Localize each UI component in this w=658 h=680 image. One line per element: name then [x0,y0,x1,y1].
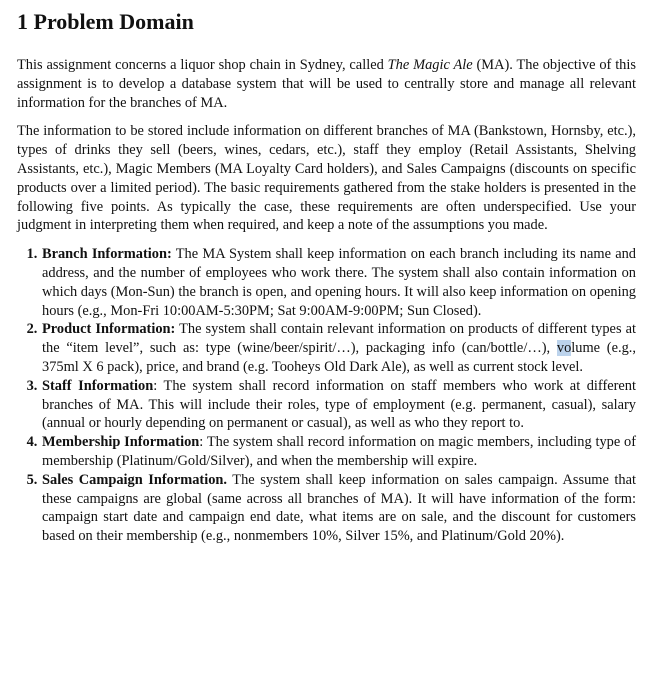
list-item-title: Product Information: [42,321,176,338]
text-selection-highlight[interactable]: vo [556,340,572,357]
list-item-title: Membership Information [42,434,200,451]
list-item-text: lume (e.g., 375ml X 6 pack), price, and brand (e.g. Tooheys Old Dark Ale), as well as current stock level. [42,340,636,375]
list-item-text: The system shall keep information on sales campaign. Assume that these campaigns are global (same across all branches of MA). It will have information of the form: campaign start date and campaign end date, what items are on sale, and the discount for customers based on their membership (e.g., nonmembers 10%, Silver 15%, and Platinum/Gold 20%). [42,471,636,545]
section-heading: 1 Problem Domain [17,9,194,34]
intro-text-end: (MA). The objective of this assignment is to develop a database system that will be used to centrally store and manage all relevant information for the branches of MA. [17,57,636,111]
list-item-text: : The system shall record information on magic members, including type of membership (Platinum/Gold/Silver), and when the membership will expire. [42,434,636,469]
intro-text-start: This assignment concerns a liquor shop chain in Sydney, called [17,57,388,73]
list-item-title: Staff Information [42,377,154,394]
list-item-sales-campaign [41,471,636,546]
requirements-list [17,245,636,546]
list-item-branch [41,245,636,320]
list-item-title: Sales Campaign Information. [42,471,228,488]
list-item-text: The system shall contain relevant information on products of different types at the “item level”, such as: type (wine/beer/spirit/…), packaging info (can/bottle/…), [42,321,636,357]
intro-paragraph [17,56,636,112]
requirements-paragraph: The information to be stored include information on different branches of MA (Bankstown, Hornsby, etc.), types of drinks they sell (beers, wines, cedars, etc.), staff they employ (Retail Assistants, Shelving Assistants, etc.), Magic Members (MA Loyalty Card holders), and Sales Campaigns (discounts on specific products over a limited period). The basic requirements gathered from the stake holders is presented in the following five points. As typically the case, these requirements are often underspecified. Use your judgment in interpreting them when required, and keep a note of the assumptions you made. [17,123,636,234]
shop-name: The Magic Ale [387,57,473,73]
list-item-membership [41,433,636,471]
list-item-product [41,320,636,376]
list-item-title: Branch Information: [42,246,172,263]
list-item-text: The MA System shall keep information on each branch including its name and address, and the number of employees who work there. The system shall also contain information on which days (Mon-Sun) the branch is open, and opening hours. It will also keep information on opening hours (e.g., Mon-Fri 10:00AM-5:30PM; Sat 9:00AM-9:00PM; Sun Closed). [42,246,636,319]
list-item-text: : The system shall record information on staff members who work at different branches of MA. This will include their roles, type of employment (e.g. permanent, casual), salary (annual or hourly depending on permanent or casual), as well as who they report to. [42,377,636,432]
list-item-staff [41,377,636,433]
